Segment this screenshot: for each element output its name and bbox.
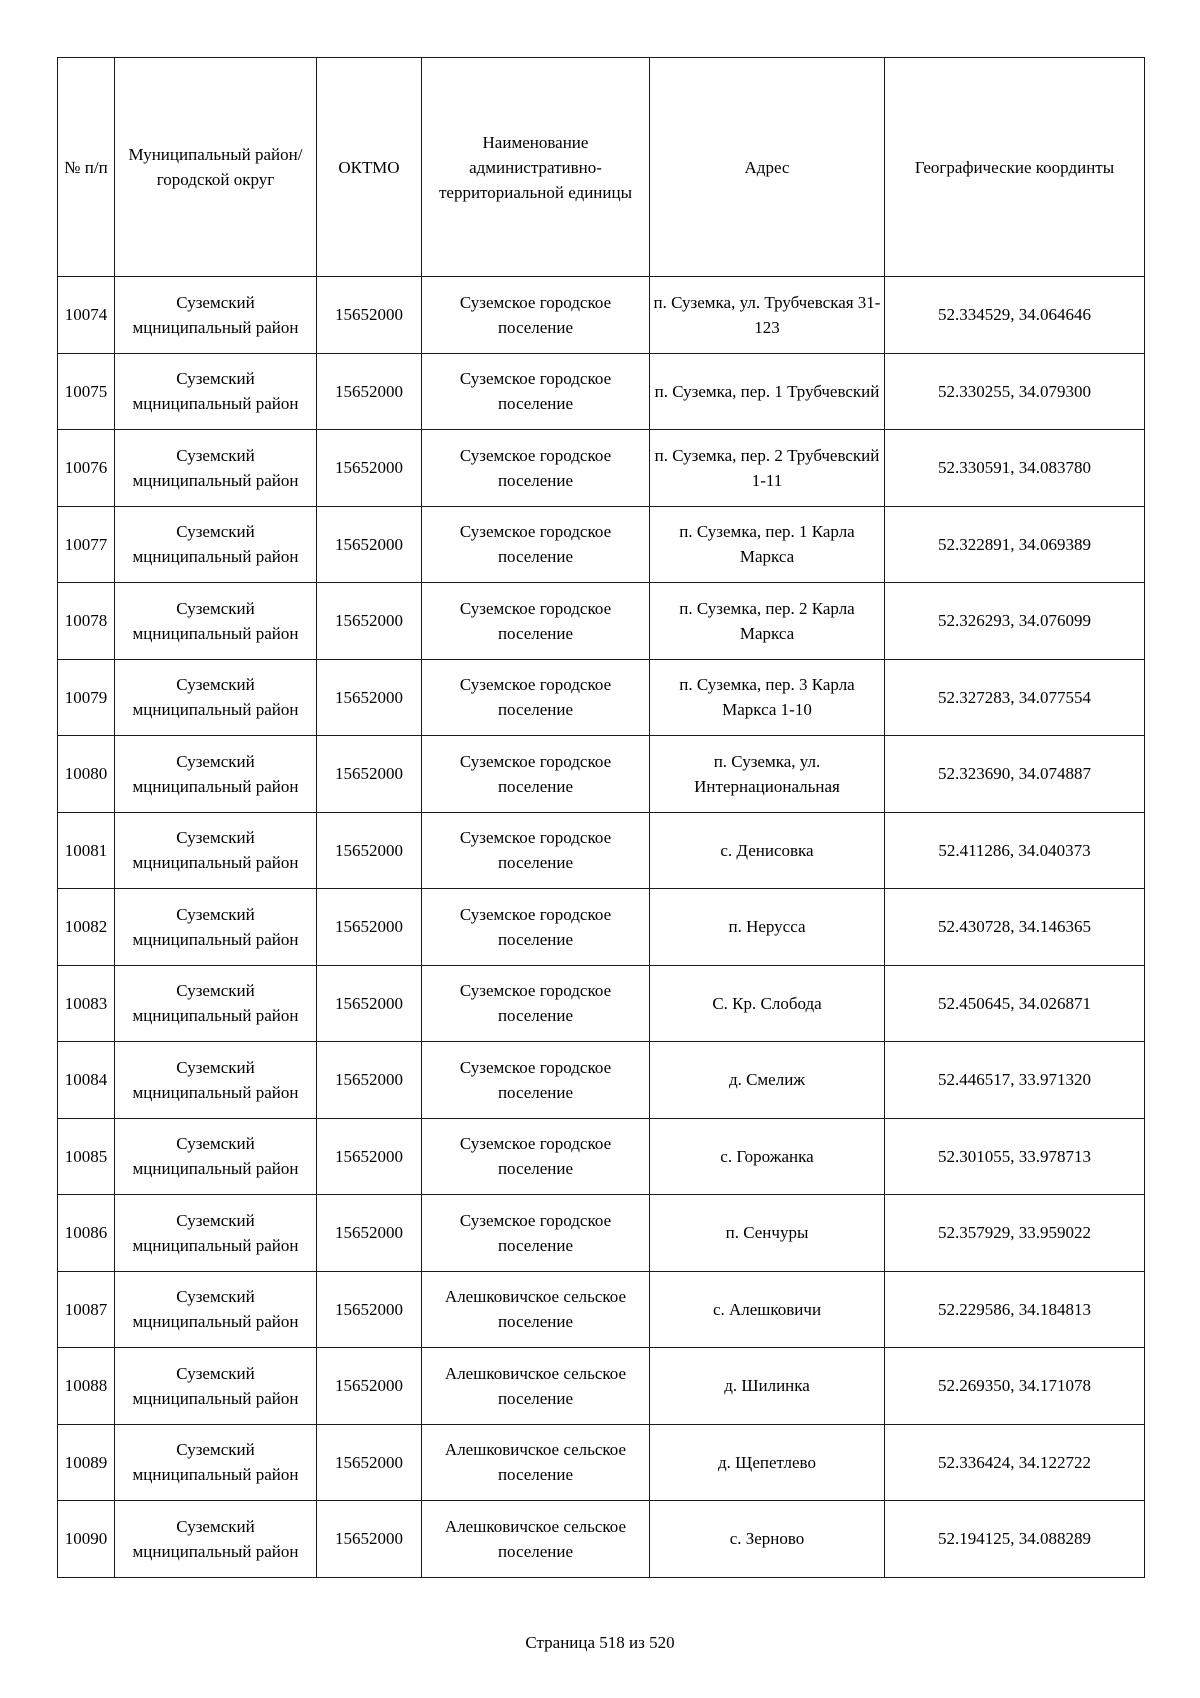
table-row: [58, 1118, 1145, 1195]
cell-address: п. Суземка, пер. 2 Трубчевский 1-11: [650, 430, 885, 507]
cell-address: С. Кр. Слобода: [650, 965, 885, 1042]
cell-district: Суземский мцниципальный район: [115, 736, 317, 813]
table-row: [58, 277, 1145, 354]
cell-admin-unit: Суземское городское поселение: [422, 583, 650, 660]
cell-coordinates: 52.269350, 34.171078: [885, 1348, 1145, 1425]
cell-number: 10074: [58, 277, 115, 354]
table-row: [58, 1271, 1145, 1348]
cell-coordinates: 52.334529, 34.064646: [885, 277, 1145, 354]
cell-admin-unit: Алешковичское сельское поселение: [422, 1424, 650, 1501]
cell-coordinates: 52.301055, 33.978713: [885, 1118, 1145, 1195]
cell-district: Суземский мцниципальный район: [115, 277, 317, 354]
cell-oktmo: 15652000: [317, 1501, 422, 1578]
header-oktmo: ОКТМО: [317, 58, 422, 277]
cell-oktmo: 15652000: [317, 1042, 422, 1119]
cell-number: 10081: [58, 812, 115, 889]
cell-address: п. Суземка, пер. 2 Карла Маркса: [650, 583, 885, 660]
cell-district: Суземский мцниципальный район: [115, 889, 317, 966]
cell-number: 10084: [58, 1042, 115, 1119]
header-district: Муниципальный район/городской округ: [115, 58, 317, 277]
header-coordinates: Географические координты: [885, 58, 1145, 277]
cell-admin-unit: Суземское городское поселение: [422, 1118, 650, 1195]
cell-number: 10085: [58, 1118, 115, 1195]
cell-district: Суземский мцниципальный район: [115, 812, 317, 889]
cell-district: Суземский мцниципальный район: [115, 353, 317, 430]
cell-admin-unit: Суземское городское поселение: [422, 353, 650, 430]
cell-number: 10083: [58, 965, 115, 1042]
cell-address: п. Суземка, ул. Интернациональная: [650, 736, 885, 813]
cell-coordinates: 52.327283, 34.077554: [885, 659, 1145, 736]
cell-number: 10090: [58, 1501, 115, 1578]
page-number-label: Страница 518 из 520: [525, 1633, 675, 1652]
cell-admin-unit: Суземское городское поселение: [422, 736, 650, 813]
cell-oktmo: 15652000: [317, 812, 422, 889]
table-row: [58, 812, 1145, 889]
cell-address: п. Суземка, пер. 1 Карла Маркса: [650, 506, 885, 583]
cell-coordinates: 52.430728, 34.146365: [885, 889, 1145, 966]
cell-admin-unit: Суземское городское поселение: [422, 430, 650, 507]
cell-admin-unit: Суземское городское поселение: [422, 659, 650, 736]
cell-coordinates: 52.194125, 34.088289: [885, 1501, 1145, 1578]
cell-address: п. Нерусса: [650, 889, 885, 966]
cell-coordinates: 52.326293, 34.076099: [885, 583, 1145, 660]
cell-admin-unit: Суземское городское поселение: [422, 889, 650, 966]
cell-number: 10080: [58, 736, 115, 813]
cell-district: Суземский мцниципальный район: [115, 430, 317, 507]
cell-oktmo: 15652000: [317, 353, 422, 430]
cell-address: с. Горожанка: [650, 1118, 885, 1195]
cell-number: 10088: [58, 1348, 115, 1425]
cell-district: Суземский мцниципальный район: [115, 1348, 317, 1425]
cell-oktmo: 15652000: [317, 659, 422, 736]
cell-number: 10075: [58, 353, 115, 430]
cell-address: п. Сенчуры: [650, 1195, 885, 1272]
table-row: [58, 583, 1145, 660]
cell-admin-unit: Алешковичское сельское поселение: [422, 1501, 650, 1578]
cell-district: Суземский мцниципальный район: [115, 1271, 317, 1348]
cell-number: 10082: [58, 889, 115, 966]
cell-coordinates: 52.446517, 33.971320: [885, 1042, 1145, 1119]
table-header-row: [58, 58, 1145, 277]
cell-address: п. Суземка, пер. 3 Карла Маркса 1-10: [650, 659, 885, 736]
cell-district: Суземский мцниципальный район: [115, 506, 317, 583]
table-row: [58, 353, 1145, 430]
table-row: [58, 1424, 1145, 1501]
table-row: [58, 1501, 1145, 1578]
cell-district: Суземский мцниципальный район: [115, 1501, 317, 1578]
cell-district: Суземский мцниципальный район: [115, 965, 317, 1042]
cell-address: п. Суземка, пер. 1 Трубчевский: [650, 353, 885, 430]
cell-admin-unit: Суземское городское поселение: [422, 277, 650, 354]
cell-oktmo: 15652000: [317, 889, 422, 966]
cell-address: д. Смелиж: [650, 1042, 885, 1119]
header-number: № п/п: [58, 58, 115, 277]
table-body: [58, 277, 1145, 1578]
cell-oktmo: 15652000: [317, 1424, 422, 1501]
table-row: [58, 1042, 1145, 1119]
table-row: [58, 659, 1145, 736]
cell-coordinates: 52.411286, 34.040373: [885, 812, 1145, 889]
cell-coordinates: 52.323690, 34.074887: [885, 736, 1145, 813]
cell-admin-unit: Суземское городское поселение: [422, 965, 650, 1042]
cell-oktmo: 15652000: [317, 965, 422, 1042]
cell-admin-unit: Суземское городское поселение: [422, 1042, 650, 1119]
cell-number: 10076: [58, 430, 115, 507]
cell-number: 10087: [58, 1271, 115, 1348]
cell-coordinates: 52.330255, 34.079300: [885, 353, 1145, 430]
cell-coordinates: 52.336424, 34.122722: [885, 1424, 1145, 1501]
page-footer: [0, 1632, 1200, 1654]
cell-oktmo: 15652000: [317, 1271, 422, 1348]
cell-district: Суземский мцниципальный район: [115, 1042, 317, 1119]
cell-coordinates: 52.229586, 34.184813: [885, 1271, 1145, 1348]
cell-admin-unit: Суземское городское поселение: [422, 1195, 650, 1272]
cell-oktmo: 15652000: [317, 736, 422, 813]
cell-number: 10089: [58, 1424, 115, 1501]
cell-admin-unit: Суземское городское поселение: [422, 812, 650, 889]
cell-admin-unit: Алешковичское сельское поселение: [422, 1271, 650, 1348]
cell-address: п. Суземка, ул. Трубчевская 31-123: [650, 277, 885, 354]
cell-district: Суземский мцниципальный район: [115, 659, 317, 736]
cell-number: 10077: [58, 506, 115, 583]
header-admin-unit: Наименование административно-территориальной единицы: [422, 58, 650, 277]
cell-coordinates: 52.450645, 34.026871: [885, 965, 1145, 1042]
cell-district: Суземский мцниципальный район: [115, 1118, 317, 1195]
cell-oktmo: 15652000: [317, 277, 422, 354]
cell-admin-unit: Суземское городское поселение: [422, 506, 650, 583]
cell-coordinates: 52.357929, 33.959022: [885, 1195, 1145, 1272]
cell-address: с. Зерново: [650, 1501, 885, 1578]
cell-coordinates: 52.322891, 34.069389: [885, 506, 1145, 583]
table-row: [58, 1195, 1145, 1272]
table-row: [58, 430, 1145, 507]
table-row: [58, 889, 1145, 966]
cell-address: с. Денисовка: [650, 812, 885, 889]
cell-district: Суземский мцниципальный район: [115, 1424, 317, 1501]
settlements-table: [57, 57, 1145, 1578]
cell-number: 10078: [58, 583, 115, 660]
cell-address: д. Шилинка: [650, 1348, 885, 1425]
cell-oktmo: 15652000: [317, 506, 422, 583]
cell-number: 10079: [58, 659, 115, 736]
table-row: [58, 965, 1145, 1042]
cell-oktmo: 15652000: [317, 583, 422, 660]
cell-oktmo: 15652000: [317, 1118, 422, 1195]
cell-admin-unit: Алешковичское сельское поселение: [422, 1348, 650, 1425]
table-row: [58, 736, 1145, 813]
cell-oktmo: 15652000: [317, 1348, 422, 1425]
cell-oktmo: 15652000: [317, 430, 422, 507]
cell-address: д. Щепетлево: [650, 1424, 885, 1501]
cell-number: 10086: [58, 1195, 115, 1272]
cell-district: Суземский мцниципальный район: [115, 583, 317, 660]
header-address: Адрес: [650, 58, 885, 277]
cell-district: Суземский мцниципальный район: [115, 1195, 317, 1272]
cell-oktmo: 15652000: [317, 1195, 422, 1272]
cell-coordinates: 52.330591, 34.083780: [885, 430, 1145, 507]
table-row: [58, 1348, 1145, 1425]
cell-address: с. Алешковичи: [650, 1271, 885, 1348]
table-row: [58, 506, 1145, 583]
